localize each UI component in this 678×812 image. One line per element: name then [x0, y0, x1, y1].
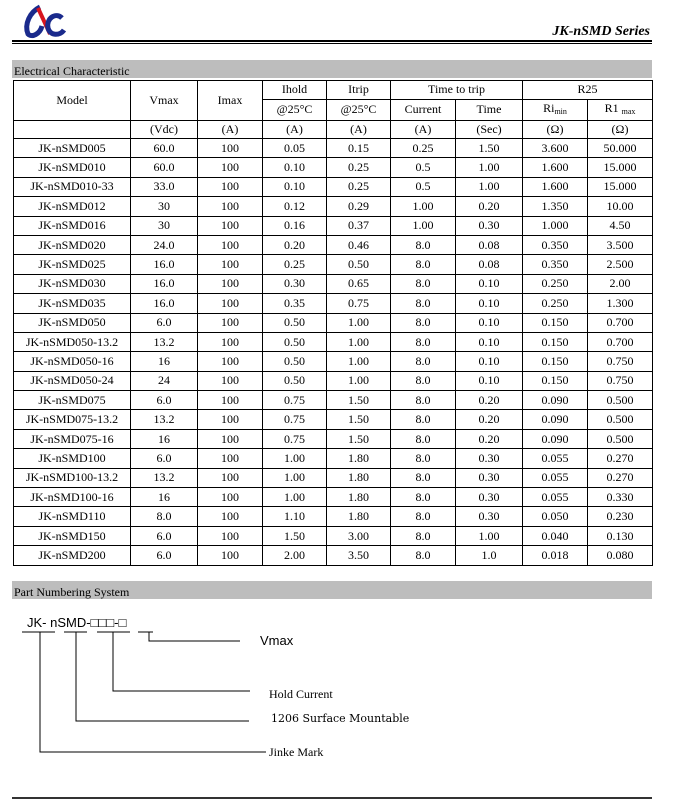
cell-rimin: 0.018 — [523, 546, 588, 565]
cell-imax: 100 — [198, 488, 263, 507]
table-row — [14, 488, 653, 507]
cell-model: JK-nSMD075-16 — [14, 429, 131, 448]
table-row — [14, 274, 653, 293]
cell-trip-current: 8.0 — [391, 546, 456, 565]
cell-ihold: 0.25 — [263, 255, 327, 274]
cell-trip-time: 0.10 — [456, 313, 523, 332]
cell-vmax: 16.0 — [131, 274, 198, 293]
cell-trip-time: 0.30 — [456, 507, 523, 526]
table-row — [14, 235, 653, 254]
cell-vmax: 6.0 — [131, 313, 198, 332]
electrical-characteristics-table — [13, 80, 653, 566]
cell-model: JK-nSMD020 — [14, 235, 131, 254]
cell-rimin: 0.055 — [523, 468, 588, 487]
cell-vmax: 13.2 — [131, 332, 198, 351]
cell-itrip: 1.80 — [327, 507, 391, 526]
cell-trip-current: 8.0 — [391, 294, 456, 313]
cell-ihold: 0.75 — [263, 391, 327, 410]
r1max-label: R1 — [604, 100, 619, 115]
header-ihold: Ihold — [263, 81, 327, 100]
table-row — [14, 352, 653, 371]
cell-itrip: 1.80 — [327, 449, 391, 468]
cell-trip-current: 8.0 — [391, 449, 456, 468]
table-row — [14, 332, 653, 351]
cell-imax: 100 — [198, 158, 263, 177]
cell-imax: 100 — [198, 391, 263, 410]
cell-vmax: 16 — [131, 429, 198, 448]
cell-trip-time: 1.50 — [456, 139, 523, 158]
cell-vmax: 8.0 — [131, 507, 198, 526]
part-code: JK- nSMD-□□□-□ — [27, 615, 127, 630]
cell-r1max: 4.50 — [588, 216, 653, 235]
cell-rimin: 3.600 — [523, 139, 588, 158]
cell-trip-time: 0.08 — [456, 235, 523, 254]
table-row — [14, 468, 653, 487]
cell-model: JK-nSMD050 — [14, 313, 131, 332]
table-row — [14, 216, 653, 235]
cell-trip-time: 1.00 — [456, 526, 523, 545]
cell-trip-time: 0.30 — [456, 488, 523, 507]
header-r1max — [588, 99, 653, 120]
cell-rimin: 1.350 — [523, 197, 588, 216]
series-title: JK-nSMD Series — [552, 24, 650, 39]
cell-model: JK-nSMD200 — [14, 546, 131, 565]
cell-trip-current: 0.5 — [391, 158, 456, 177]
cell-imax: 100 — [198, 177, 263, 196]
cell-imax: 100 — [198, 507, 263, 526]
unit-rimin: (Ω) — [523, 120, 588, 139]
table-row — [14, 139, 653, 158]
cell-r1max: 0.080 — [588, 546, 653, 565]
unit-model — [14, 120, 131, 139]
cell-trip-time: 1.00 — [456, 177, 523, 196]
rimin-label: Ri — [543, 100, 555, 115]
cell-itrip: 1.00 — [327, 352, 391, 371]
cell-trip-current: 8.0 — [391, 332, 456, 351]
table-row — [14, 546, 653, 565]
cell-r1max: 15.000 — [588, 158, 653, 177]
cell-model: JK-nSMD010 — [14, 158, 131, 177]
unit-ihold: (A) — [263, 120, 327, 139]
cell-vmax: 30 — [131, 216, 198, 235]
cell-itrip: 0.29 — [327, 197, 391, 216]
cell-vmax: 13.2 — [131, 410, 198, 429]
footer-rule — [12, 797, 652, 799]
cell-r1max: 0.750 — [588, 371, 653, 390]
table-row — [14, 391, 653, 410]
cell-rimin: 0.150 — [523, 313, 588, 332]
cell-itrip: 1.00 — [327, 332, 391, 351]
label-surface-mountable: 1206 Surface Mountable — [271, 712, 410, 725]
cell-trip-current: 8.0 — [391, 371, 456, 390]
cell-vmax: 13.2 — [131, 468, 198, 487]
cell-itrip: 1.50 — [327, 410, 391, 429]
table-row — [14, 449, 653, 468]
table-row — [14, 158, 653, 177]
unit-imax: (A) — [198, 120, 263, 139]
cell-trip-current: 0.25 — [391, 139, 456, 158]
cell-trip-time: 0.08 — [456, 255, 523, 274]
cell-trip-current: 8.0 — [391, 468, 456, 487]
cell-r1max: 3.500 — [588, 235, 653, 254]
cell-rimin: 0.090 — [523, 410, 588, 429]
table-row — [14, 507, 653, 526]
cell-itrip: 0.75 — [327, 294, 391, 313]
cell-model: JK-nSMD050-16 — [14, 352, 131, 371]
cell-vmax: 6.0 — [131, 449, 198, 468]
cell-vmax: 33.0 — [131, 177, 198, 196]
cell-vmax: 60.0 — [131, 139, 198, 158]
cell-ihold: 0.10 — [263, 158, 327, 177]
cell-itrip: 3.00 — [327, 526, 391, 545]
cell-vmax: 24 — [131, 371, 198, 390]
cell-r1max: 0.270 — [588, 449, 653, 468]
header-time: Time — [456, 99, 523, 120]
cell-vmax: 16 — [131, 488, 198, 507]
cell-model: JK-nSMD035 — [14, 294, 131, 313]
cell-trip-current: 8.0 — [391, 488, 456, 507]
unit-time: (Sec) — [456, 120, 523, 139]
cell-model: JK-nSMD010-33 — [14, 177, 131, 196]
cell-vmax: 16 — [131, 352, 198, 371]
cell-r1max: 0.500 — [588, 429, 653, 448]
cell-trip-time: 0.30 — [456, 468, 523, 487]
table-body — [14, 139, 653, 566]
cell-itrip: 0.37 — [327, 216, 391, 235]
cell-imax: 100 — [198, 546, 263, 565]
cell-trip-time: 0.20 — [456, 197, 523, 216]
cell-r1max: 10.00 — [588, 197, 653, 216]
header-vmax: Vmax — [131, 81, 198, 121]
cell-rimin: 0.055 — [523, 488, 588, 507]
cell-itrip: 1.80 — [327, 468, 391, 487]
cell-trip-time: 1.0 — [456, 546, 523, 565]
header-r25: R25 — [523, 81, 653, 100]
cell-r1max: 0.230 — [588, 507, 653, 526]
cell-vmax: 6.0 — [131, 526, 198, 545]
cell-r1max: 0.750 — [588, 352, 653, 371]
cell-trip-time: 0.30 — [456, 216, 523, 235]
cell-model: JK-nSMD005 — [14, 139, 131, 158]
cell-itrip: 1.50 — [327, 429, 391, 448]
section-title-electrical: Electrical Characteristic — [12, 60, 652, 78]
table-row — [14, 197, 653, 216]
cell-trip-time: 1.00 — [456, 158, 523, 177]
cell-ihold: 0.75 — [263, 429, 327, 448]
cell-rimin: 0.055 — [523, 449, 588, 468]
cell-imax: 100 — [198, 139, 263, 158]
unit-vmax: (Vdc) — [131, 120, 198, 139]
header-ihold-temp: @25°C — [263, 99, 327, 120]
cell-itrip: 1.00 — [327, 371, 391, 390]
header-model: Model — [14, 81, 131, 121]
label-jinke-mark: Jinke Mark — [269, 745, 324, 759]
header-imax: Imax — [198, 81, 263, 121]
table-row — [14, 255, 653, 274]
cell-imax: 100 — [198, 313, 263, 332]
cell-ihold: 1.50 — [263, 526, 327, 545]
cell-model: JK-nSMD100-16 — [14, 488, 131, 507]
cell-ihold: 0.10 — [263, 177, 327, 196]
cell-itrip: 1.00 — [327, 313, 391, 332]
cell-model: JK-nSMD050-13.2 — [14, 332, 131, 351]
header-rimin — [523, 99, 588, 120]
table-row — [14, 371, 653, 390]
cell-imax: 100 — [198, 274, 263, 293]
cell-rimin: 1.000 — [523, 216, 588, 235]
cell-imax: 100 — [198, 332, 263, 351]
cell-ihold: 1.00 — [263, 449, 327, 468]
rimin-sub: min — [554, 106, 567, 116]
cell-imax: 100 — [198, 468, 263, 487]
cell-ihold: 0.16 — [263, 216, 327, 235]
cell-r1max: 50.000 — [588, 139, 653, 158]
cell-rimin: 1.600 — [523, 177, 588, 196]
r1max-sub: max — [621, 106, 636, 116]
cell-trip-time: 0.30 — [456, 449, 523, 468]
cell-trip-current: 8.0 — [391, 313, 456, 332]
cell-itrip: 1.50 — [327, 391, 391, 410]
cell-r1max: 0.700 — [588, 332, 653, 351]
cell-imax: 100 — [198, 449, 263, 468]
cell-r1max: 1.300 — [588, 294, 653, 313]
label-vmax: Vmax — [260, 633, 294, 648]
cell-rimin: 0.350 — [523, 255, 588, 274]
table-row — [14, 313, 653, 332]
header-itrip-temp: @25°C — [327, 99, 391, 120]
cell-itrip: 0.25 — [327, 177, 391, 196]
cell-model: JK-nSMD025 — [14, 255, 131, 274]
cell-trip-current: 8.0 — [391, 526, 456, 545]
cell-ihold: 0.20 — [263, 235, 327, 254]
cell-trip-time: 0.20 — [456, 429, 523, 448]
table-row — [14, 177, 653, 196]
cell-ihold: 1.00 — [263, 488, 327, 507]
cell-vmax: 24.0 — [131, 235, 198, 254]
cell-trip-time: 0.10 — [456, 352, 523, 371]
cell-rimin: 0.250 — [523, 294, 588, 313]
cell-itrip: 3.50 — [327, 546, 391, 565]
unit-current: (A) — [391, 120, 456, 139]
cell-ihold: 0.30 — [263, 274, 327, 293]
cell-r1max: 2.500 — [588, 255, 653, 274]
cell-itrip: 0.15 — [327, 139, 391, 158]
cell-vmax: 6.0 — [131, 391, 198, 410]
cell-rimin: 0.150 — [523, 371, 588, 390]
cell-vmax: 16.0 — [131, 294, 198, 313]
cell-trip-current: 1.00 — [391, 216, 456, 235]
table-row — [14, 429, 653, 448]
cell-rimin: 1.600 — [523, 158, 588, 177]
cell-model: JK-nSMD150 — [14, 526, 131, 545]
header-rule — [12, 40, 652, 42]
cell-imax: 100 — [198, 197, 263, 216]
cell-trip-time: 0.10 — [456, 294, 523, 313]
cell-r1max: 0.130 — [588, 526, 653, 545]
cell-r1max: 2.00 — [588, 274, 653, 293]
cell-model: JK-nSMD012 — [14, 197, 131, 216]
table-row — [14, 294, 653, 313]
cell-rimin: 0.150 — [523, 332, 588, 351]
header-current: Current — [391, 99, 456, 120]
cell-imax: 100 — [198, 429, 263, 448]
cell-ihold: 1.10 — [263, 507, 327, 526]
cell-vmax: 16.0 — [131, 255, 198, 274]
cell-ihold: 0.50 — [263, 313, 327, 332]
cell-trip-current: 8.0 — [391, 507, 456, 526]
cell-trip-current: 8.0 — [391, 410, 456, 429]
cell-imax: 100 — [198, 216, 263, 235]
cell-itrip: 0.65 — [327, 274, 391, 293]
header-rule-thin — [12, 43, 652, 44]
cell-ihold: 2.00 — [263, 546, 327, 565]
cell-trip-current: 8.0 — [391, 235, 456, 254]
cell-r1max: 0.500 — [588, 391, 653, 410]
header-itrip: Itrip — [327, 81, 391, 100]
cell-model: JK-nSMD100-13.2 — [14, 468, 131, 487]
cell-imax: 100 — [198, 352, 263, 371]
cell-imax: 100 — [198, 294, 263, 313]
cell-rimin: 0.040 — [523, 526, 588, 545]
cell-rimin: 0.050 — [523, 507, 588, 526]
cell-itrip: 0.46 — [327, 235, 391, 254]
cell-trip-current: 8.0 — [391, 429, 456, 448]
label-hold-current: Hold Current — [269, 687, 333, 701]
cell-trip-current: 8.0 — [391, 391, 456, 410]
cell-imax: 100 — [198, 235, 263, 254]
cell-model: JK-nSMD100 — [14, 449, 131, 468]
cell-trip-time: 0.20 — [456, 410, 523, 429]
cell-rimin: 0.350 — [523, 235, 588, 254]
cell-r1max: 0.330 — [588, 488, 653, 507]
table-row — [14, 410, 653, 429]
cell-trip-time: 0.20 — [456, 391, 523, 410]
header-time-to-trip: Time to trip — [391, 81, 523, 100]
cell-trip-time: 0.10 — [456, 371, 523, 390]
cell-vmax: 6.0 — [131, 546, 198, 565]
cell-vmax: 30 — [131, 197, 198, 216]
cell-trip-current: 0.5 — [391, 177, 456, 196]
cell-imax: 100 — [198, 255, 263, 274]
cell-itrip: 1.80 — [327, 488, 391, 507]
cell-r1max: 0.270 — [588, 468, 653, 487]
cell-r1max: 0.700 — [588, 313, 653, 332]
cell-ihold: 0.50 — [263, 332, 327, 351]
unit-r1max: (Ω) — [588, 120, 653, 139]
unit-itrip: (A) — [327, 120, 391, 139]
cell-rimin: 0.250 — [523, 274, 588, 293]
cell-model: JK-nSMD075 — [14, 391, 131, 410]
cell-ihold: 0.50 — [263, 371, 327, 390]
cell-model: JK-nSMD016 — [14, 216, 131, 235]
cell-rimin: 0.090 — [523, 391, 588, 410]
cell-ihold: 0.35 — [263, 294, 327, 313]
cell-trip-current: 1.00 — [391, 197, 456, 216]
section-title-part-numbering: Part Numbering System — [12, 581, 652, 599]
jinke-logo — [18, 4, 68, 40]
cell-trip-time: 0.10 — [456, 274, 523, 293]
cell-trip-current: 8.0 — [391, 255, 456, 274]
cell-ihold: 0.05 — [263, 139, 327, 158]
cell-model: JK-nSMD050-24 — [14, 371, 131, 390]
cell-model: JK-nSMD075-13.2 — [14, 410, 131, 429]
part-numbering-diagram — [0, 600, 678, 770]
cell-rimin: 0.150 — [523, 352, 588, 371]
cell-ihold: 0.75 — [263, 410, 327, 429]
cell-imax: 100 — [198, 410, 263, 429]
cell-imax: 100 — [198, 526, 263, 545]
cell-itrip: 0.50 — [327, 255, 391, 274]
cell-model: JK-nSMD030 — [14, 274, 131, 293]
cell-ihold: 0.12 — [263, 197, 327, 216]
cell-model: JK-nSMD110 — [14, 507, 131, 526]
cell-itrip: 0.25 — [327, 158, 391, 177]
cell-trip-current: 8.0 — [391, 352, 456, 371]
cell-trip-current: 8.0 — [391, 274, 456, 293]
cell-ihold: 0.50 — [263, 352, 327, 371]
table-row — [14, 526, 653, 545]
cell-vmax: 60.0 — [131, 158, 198, 177]
cell-r1max: 0.500 — [588, 410, 653, 429]
cell-r1max: 15.000 — [588, 177, 653, 196]
cell-rimin: 0.090 — [523, 429, 588, 448]
cell-trip-time: 0.10 — [456, 332, 523, 351]
cell-imax: 100 — [198, 371, 263, 390]
cell-ihold: 1.00 — [263, 468, 327, 487]
